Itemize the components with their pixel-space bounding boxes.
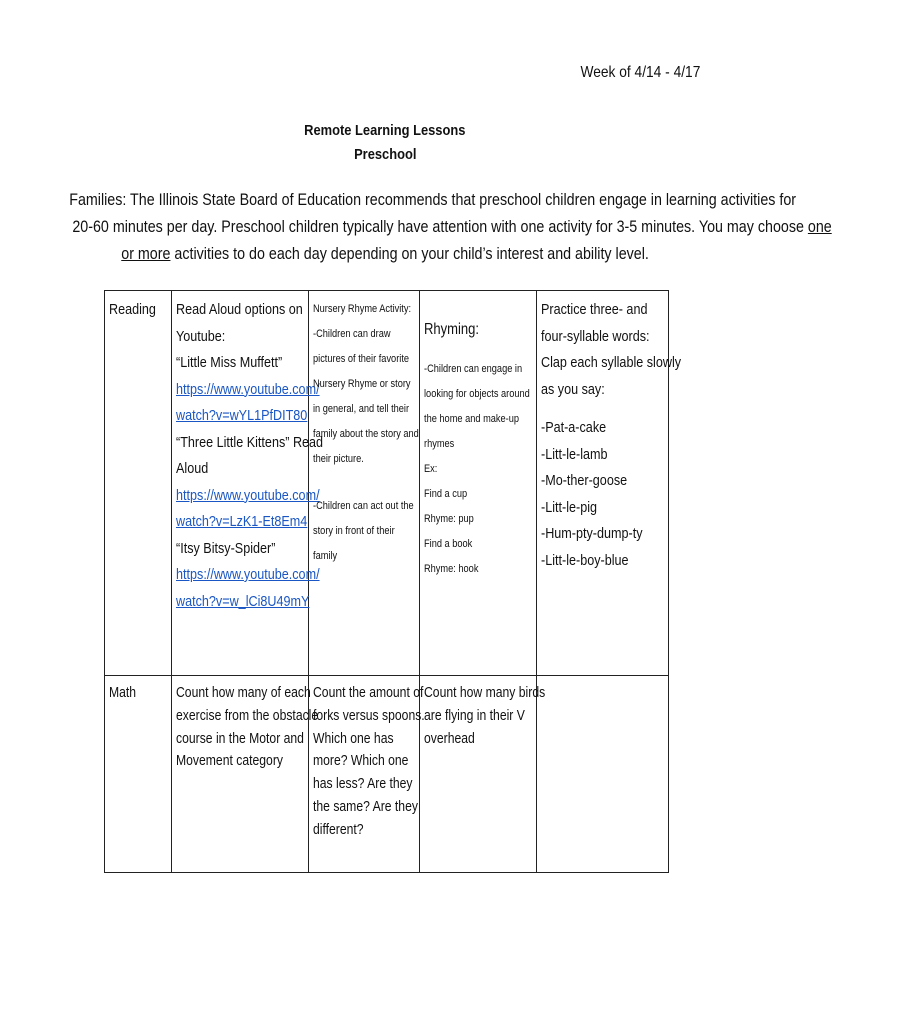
youtube-link-1[interactable]: watch?v=wYL1PfDIT80 [176, 407, 308, 424]
syllable-word: -Hum-pty-dump-ty [541, 525, 643, 542]
nursery-text: -Children can draw [313, 328, 391, 340]
math-text: forks versus spoons. [313, 707, 425, 724]
week-label [561, 64, 700, 82]
syllable-word: -Litt-le-pig [541, 498, 598, 516]
nursery-text: story in front of their [313, 525, 395, 537]
math-text: has less? Are they [313, 776, 413, 793]
intro-line-2-text: 20-60 minutes per day. Preschool children typically have attention with one activity for 3-5 minutes. You may choose [72, 217, 808, 236]
syllable-word: -Mo-ther-goose [541, 472, 628, 489]
youtube-link-1[interactable]: https://www.youtube.com/ [176, 380, 320, 398]
nursery-rhyme-cell [309, 291, 420, 676]
nursery-text: pictures of their favorite [313, 353, 410, 365]
youtube-link-3[interactable]: https://www.youtube.com/ [176, 566, 320, 583]
rhyming-text: Find a book [424, 538, 473, 550]
rhyming-cell [420, 291, 537, 676]
math-forks-cell [309, 676, 425, 873]
read-aloud-cell [172, 291, 324, 676]
syllables-text: Clap each syllable slowly [541, 354, 682, 371]
rhyming-text: Find a cup [424, 488, 468, 500]
math-text: the same? Are they [313, 798, 418, 815]
intro-line-3-text: activities to do each day depending on your child’s interest and ability level. [170, 244, 649, 263]
nursery-text: Nursery Rhyme or story [313, 378, 411, 390]
title-line-1: Remote Learning Lessons [304, 122, 466, 139]
syllable-word: -Litt-le-boy-blue [541, 551, 629, 569]
rhyming-text: Rhyme: hook [424, 563, 479, 575]
nursery-heading: Nursery Rhyme Activity: [313, 303, 412, 315]
syllables-cell [537, 291, 682, 676]
math-text: are flying in their V [424, 707, 525, 724]
reading-label-cell [105, 291, 172, 676]
story-title: “Itsy Bitsy-Spider” [176, 539, 276, 557]
math-text: exercise from the obstacle [176, 707, 319, 724]
syllable-word: -Pat-a-cake [541, 419, 607, 436]
read-aloud-text: Youtube: [176, 327, 226, 345]
nursery-text: family [313, 550, 338, 562]
intro-emphasis-or-more: or more [121, 244, 171, 263]
syllable-word: -Litt-le-lamb [541, 445, 608, 463]
syllables-text: Practice three- and [541, 301, 648, 318]
story-title: Aloud [176, 460, 209, 477]
math-label: Math [109, 685, 137, 701]
intro-line-2 [0, 213, 832, 240]
intro-line-3 [0, 240, 770, 267]
reading-label: Reading [109, 301, 156, 318]
math-text: Which one has [313, 730, 394, 747]
math-text: overhead [424, 730, 475, 747]
math-label-cell [105, 676, 172, 873]
syllables-text: as you say: [541, 380, 605, 398]
document-title [0, 122, 770, 139]
document-subtitle [0, 146, 770, 163]
lessons-table [104, 290, 682, 873]
title-line-2: Preschool [353, 146, 417, 163]
nursery-text: their picture. [313, 453, 364, 465]
math-text: Count how many birds [424, 685, 546, 701]
math-text: Count how many of each [176, 685, 311, 701]
rhyming-heading: Rhyming: [424, 321, 479, 338]
nursery-text: -Children can act out the [313, 500, 414, 512]
math-empty-cell [537, 676, 669, 873]
read-aloud-text: Read Aloud options on [176, 301, 303, 318]
story-title: “Little Miss Muffett” [176, 354, 283, 371]
reading-row [105, 291, 669, 676]
nursery-text: family about the story and [313, 428, 419, 440]
week-text: Week of 4/14 - 4/17 [580, 64, 700, 81]
intro-paragraph [0, 186, 832, 267]
rhyming-text: rhymes [424, 438, 455, 450]
math-text: different? [313, 821, 364, 838]
rhyming-text: Ex: [424, 463, 438, 475]
nursery-text: in general, and tell their [313, 403, 410, 415]
math-text: course in the Motor and [176, 730, 304, 747]
math-obstacle-cell [172, 676, 319, 873]
math-text: Movement category [176, 753, 283, 770]
story-title: “Three Little Kittens” Read [176, 433, 324, 451]
youtube-link-3[interactable]: watch?v=w_lCi8U49mY [176, 592, 310, 610]
rhyming-text: Rhyme: pup [424, 513, 474, 525]
rhyming-text: looking for objects around [424, 388, 530, 400]
rhyming-text: -Children can engage in [424, 363, 523, 375]
math-text: more? Which one [313, 753, 409, 770]
rhyming-text: the home and make-up [424, 413, 520, 425]
youtube-link-2[interactable]: watch?v=LzK1-Et8Em4 [176, 513, 308, 530]
math-row [105, 676, 669, 873]
intro-line-1 [0, 186, 797, 213]
math-text: Count the amount of [313, 685, 424, 701]
syllables-text: four-syllable words: [541, 327, 650, 345]
math-birds-cell [420, 676, 546, 873]
youtube-link-2[interactable]: https://www.youtube.com/ [176, 486, 320, 504]
intro-line-1-text: Families: The Illinois State Board of Education recommends that preschool children engage in learning activities for [69, 190, 797, 209]
intro-emphasis-one: one [807, 217, 832, 236]
